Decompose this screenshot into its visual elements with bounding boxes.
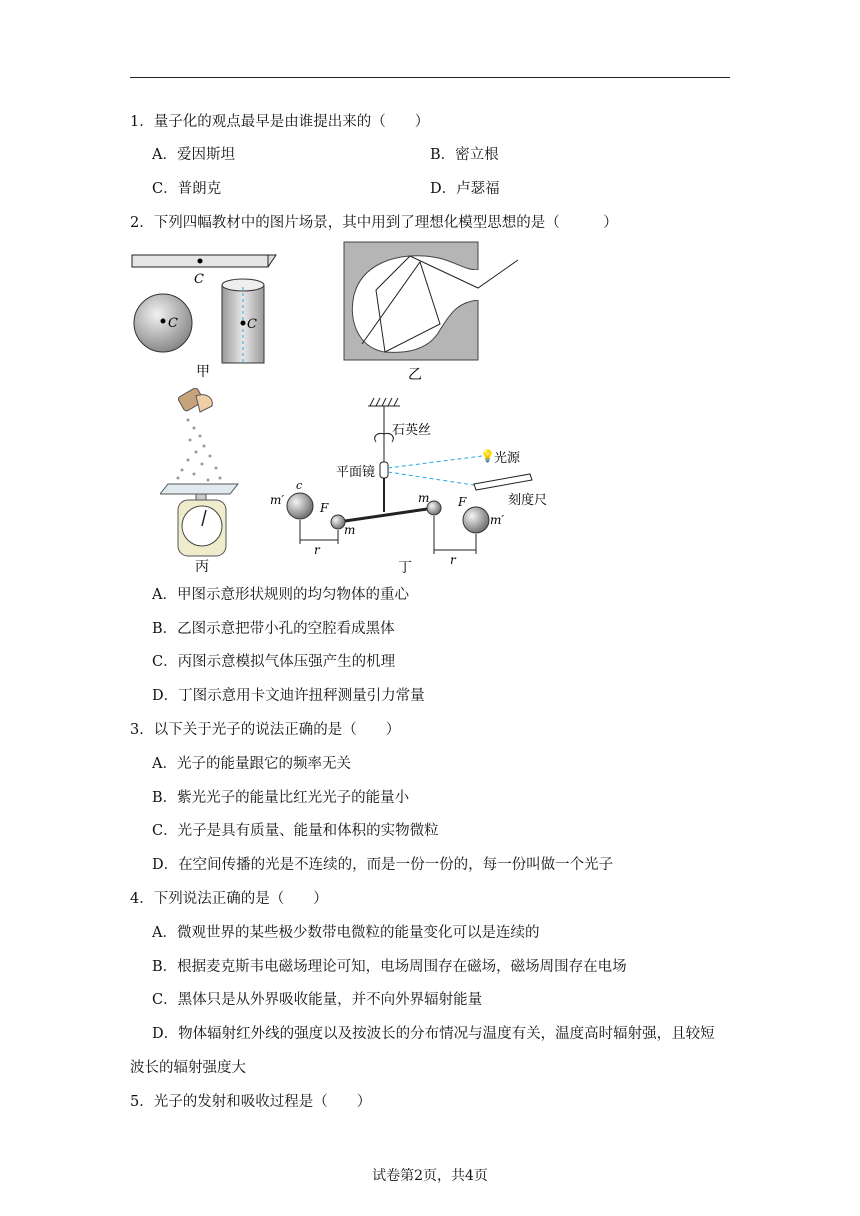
bing-hand bbox=[196, 395, 212, 412]
ding-label-r-left: r bbox=[314, 543, 320, 557]
ding-label-m-right: m bbox=[418, 491, 430, 505]
q4-option-b: B．根据麦克斯韦电磁场理论可知，电场周围存在磁场，磁场周围存在电场 bbox=[152, 959, 627, 975]
question-1-stem: 1．量子化的观点最早是由谁提出来的（ ） bbox=[130, 114, 430, 130]
question-2-stem: 2．下列四幅教材中的图片场景，其中用到了理想化模型思想的是（ ） bbox=[130, 215, 618, 231]
ding-label-m-prime-right: m′ bbox=[490, 513, 505, 527]
ding-small-ball-left bbox=[331, 515, 345, 529]
q3-option-c: C．光子是具有质量、能量和体积的实物微粒 bbox=[152, 823, 439, 839]
ding-light-beam-out bbox=[388, 472, 480, 486]
figure-bing bbox=[160, 388, 250, 573]
q2-option-c: C．丙图示意模拟气体压强产生的机理 bbox=[152, 654, 396, 670]
ding-label-mirror: 平面镜 bbox=[336, 465, 376, 480]
q3-option-b: B．紫光光子的能量比红光光子的能量小 bbox=[152, 790, 410, 806]
q3-option-a: A．光子的能量跟它的频率无关 bbox=[152, 756, 351, 772]
figure-jia bbox=[128, 245, 278, 385]
q2-option-d: D．丁图示意用卡文迪许扭秤测量引力常量 bbox=[152, 688, 425, 704]
q1-option-a: A．爱因斯坦 bbox=[152, 147, 235, 163]
q1-option-d: D．卢瑟福 bbox=[430, 181, 500, 197]
jia-cylinder-label-c: C bbox=[247, 317, 257, 332]
q4-option-a: A．微观世界的某些极少数带电微粒的能量变化可以是连续的 bbox=[152, 925, 540, 941]
figure-ding-caption: 丁 bbox=[398, 560, 412, 574]
jia-bar-center-dot bbox=[198, 259, 203, 264]
ding-scale-ruler bbox=[474, 474, 532, 490]
figure-jia-caption: 甲 bbox=[196, 364, 210, 380]
question-4-stem: 4．下列说法正确的是（ ） bbox=[130, 891, 328, 907]
ding-label-m-prime-left: m′ bbox=[270, 493, 285, 507]
ding-label-c: c bbox=[296, 479, 303, 492]
figure-ding bbox=[268, 396, 558, 574]
q4-option-d-continued: 波长的辐射强度大 bbox=[130, 1060, 246, 1076]
figure-bing-caption: 丙 bbox=[195, 559, 209, 573]
ding-label-light: 光源 bbox=[494, 451, 521, 466]
ding-bulb-icon: 💡 bbox=[480, 449, 495, 463]
header-rule bbox=[130, 77, 730, 78]
q2-option-b: B．乙图示意把带小孔的空腔看成黑体 bbox=[152, 621, 395, 637]
question-3-stem: 3．以下关于光子的说法正确的是（ ） bbox=[130, 722, 401, 738]
jia-sphere-label-c: C bbox=[168, 316, 178, 331]
ding-label-scale: 刻度尺 bbox=[508, 493, 548, 508]
ding-ceiling-hatch bbox=[370, 398, 398, 406]
jia-cylinder-center-dot bbox=[241, 321, 246, 326]
ding-label-r-right: r bbox=[450, 553, 456, 567]
ding-torsion-bar bbox=[338, 508, 434, 522]
bing-particles bbox=[177, 419, 222, 482]
figure-yi-caption: 乙 bbox=[408, 367, 422, 383]
q4-option-d: D．物体辐射红外线的强度以及按波长的分布情况与温度有关，温度高时辐射强，且较短 bbox=[152, 1026, 715, 1042]
q2-option-a: A．甲图示意形状规则的均匀物体的重心 bbox=[152, 587, 409, 603]
q1-option-b: B．密立根 bbox=[430, 147, 499, 163]
page-footer: 试卷第2页，共4页 bbox=[372, 1168, 488, 1184]
jia-bar-label-c: C bbox=[194, 272, 204, 287]
jia-sphere-center-dot bbox=[161, 319, 166, 324]
q3-option-d: D．在空间传播的光是不连续的，而是一份一份的，每一份叫做一个光子 bbox=[152, 857, 614, 873]
ding-large-ball-left bbox=[287, 493, 313, 519]
ding-label-quartz: 石英丝 bbox=[392, 423, 432, 438]
figure-yi bbox=[340, 240, 520, 385]
ding-label-f-right: F bbox=[458, 495, 467, 509]
ding-label-m-left: m bbox=[344, 523, 356, 537]
bing-plate bbox=[160, 484, 238, 494]
ding-label-f-left: F bbox=[320, 501, 329, 515]
q4-option-c: C．黑体只是从外界吸收能量，并不向外界辐射能量 bbox=[152, 992, 483, 1008]
ding-mirror bbox=[380, 462, 388, 478]
q1-option-c: C．普朗克 bbox=[152, 181, 222, 197]
ding-large-ball-right bbox=[463, 507, 489, 533]
ding-light-beam-in bbox=[388, 456, 482, 468]
question-5-stem: 5．光子的发射和吸收过程是（ ） bbox=[130, 1094, 372, 1110]
